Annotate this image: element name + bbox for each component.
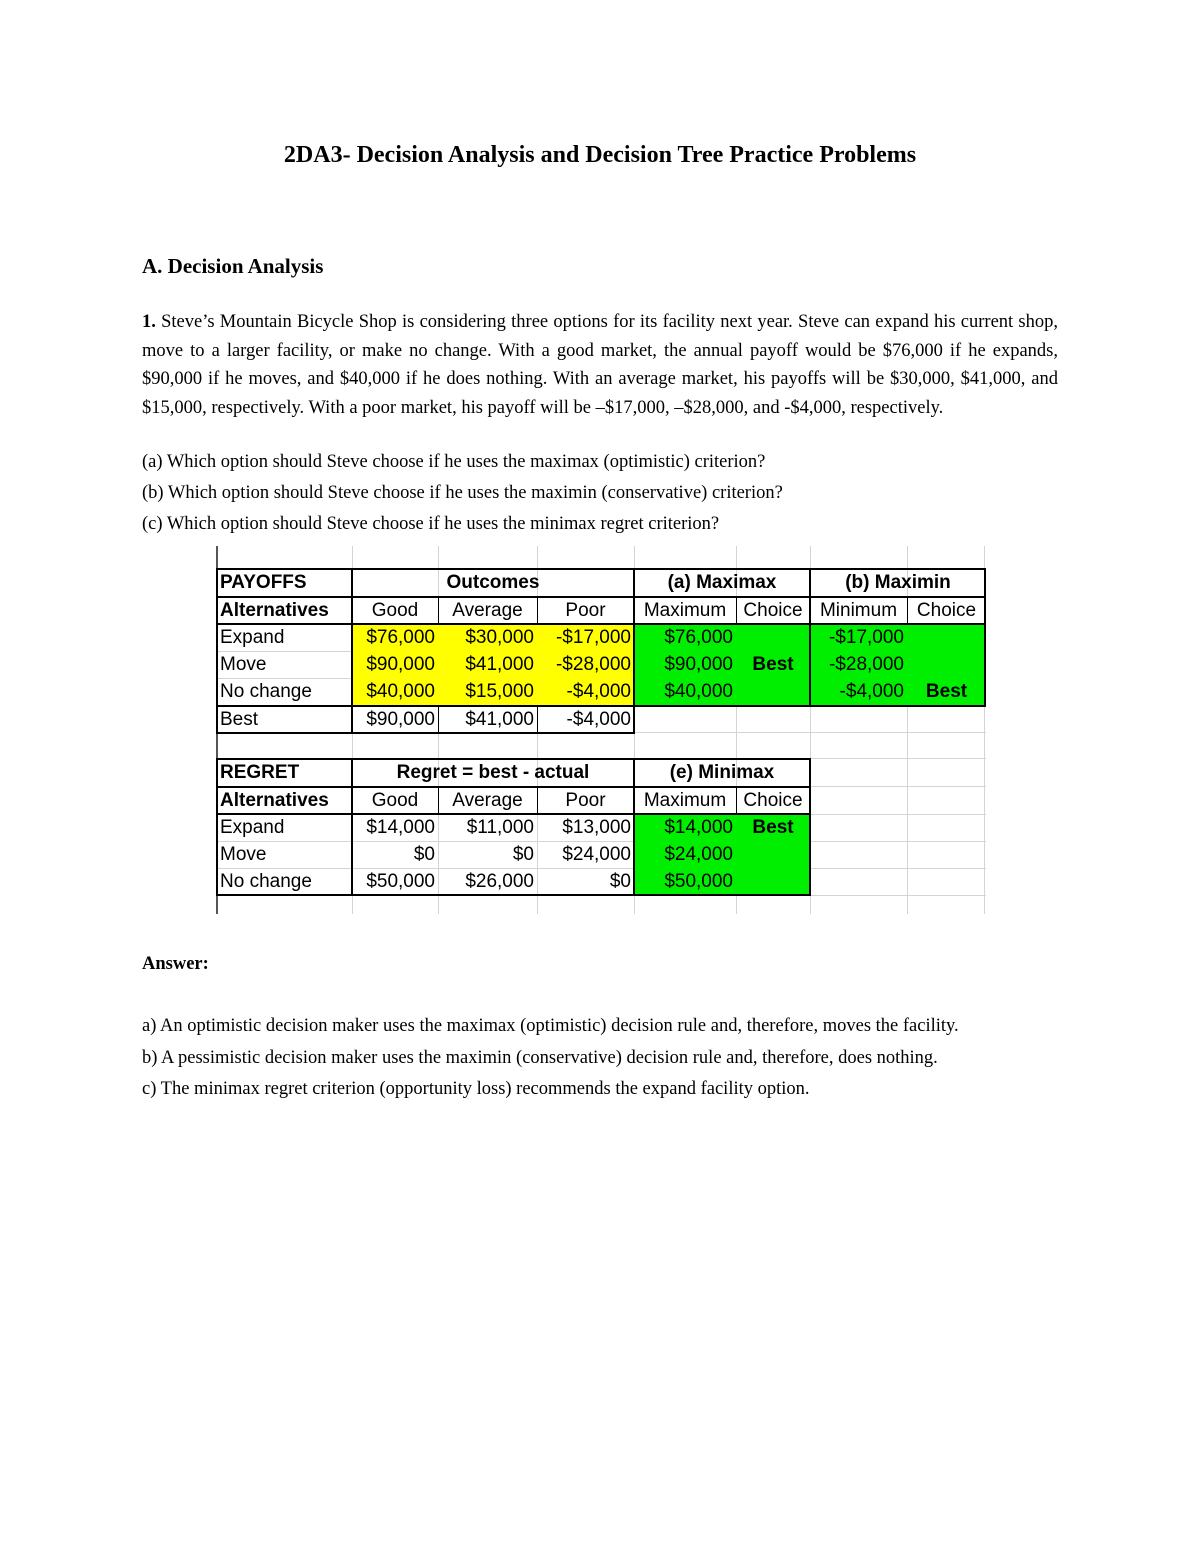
problem-text: Steve’s Mountain Bicycle Shop is considering three options for its facility next year. Steve can expand his current shop, move to a larger facility, or make no change. With a good market, the annual payoff would be $76,000 if he expands, $90,000 if he moves, and $40,000 if he does nothing. With an average market, his payoffs will be $30,000, $41,000, and $15,000, respectively. With a poor market, his payoff will be –$17,000, –$28,000, and -$4,000, respectively. — [142, 312, 1058, 418]
answer-b: b) A pessimistic decision maker uses the maximin (conservative) decision rule and, therefore, does nothing. — [142, 1047, 938, 1068]
best-row-label: Best — [220, 709, 259, 730]
payoffs-title: PAYOFFS — [220, 572, 307, 593]
col-poor: Poor — [565, 600, 606, 621]
table-cell: -$17,000 — [828, 627, 904, 648]
best-cell: $41,000 — [465, 709, 534, 730]
col-maximum: Maximum — [643, 600, 727, 621]
answers — [142, 1012, 1058, 1104]
table-row-label: Move — [220, 844, 267, 865]
table-cell: $40,000 — [366, 681, 435, 702]
choice-cell — [907, 624, 986, 651]
table-cell: $90,000 — [366, 654, 435, 675]
outcomes-header: Outcomes — [446, 572, 540, 593]
table-cell: $26,000 — [465, 871, 534, 892]
table-row-label: Expand — [220, 627, 285, 648]
section-title: A. Decision Analysis — [142, 254, 324, 278]
table-cell: $90,000 — [664, 654, 733, 675]
choice-cell — [736, 678, 810, 705]
table-row-label: Expand — [220, 817, 285, 838]
table-row-label: No change — [220, 871, 312, 892]
col-choice: Choice — [743, 600, 803, 621]
problem-statement — [142, 308, 1058, 422]
best-cell: $90,000 — [366, 709, 435, 730]
table-cell: $0 — [609, 871, 631, 892]
table-cell: $50,000 — [664, 871, 733, 892]
question-b: (b) Which option should Steve choose if he uses the maximin (conservative) criterion? — [142, 483, 783, 503]
col-poor: Poor — [565, 790, 606, 811]
table-cell: $41,000 — [465, 654, 534, 675]
col-good: Good — [371, 600, 419, 621]
table-cell: -$28,000 — [555, 654, 631, 675]
minimax-header: (e) Minimax — [669, 762, 775, 783]
table-row-label: Move — [220, 654, 267, 675]
table-cell: -$4,000 — [566, 681, 631, 702]
choice-cell — [736, 624, 810, 651]
decision-spreadsheet — [216, 546, 986, 914]
table-cell: -$17,000 — [555, 627, 631, 648]
col-choice-2: Choice — [916, 600, 977, 621]
answer-c: c) The minimax regret criterion (opportunity loss) recommends the expand facility option. — [142, 1079, 810, 1100]
best-cell: -$4,000 — [566, 709, 631, 730]
table-cell: $30,000 — [465, 627, 534, 648]
choice-cell — [907, 651, 986, 678]
table-cell: $24,000 — [664, 844, 733, 865]
regret-title: REGRET — [220, 762, 300, 783]
col-average: Average — [452, 790, 523, 811]
table-cell: $76,000 — [664, 627, 733, 648]
col-average: Average — [452, 600, 523, 621]
col-alternatives: Alternatives — [220, 790, 329, 811]
answer-label: Answer: — [142, 954, 209, 974]
regret-header: Regret = best - actual — [396, 762, 590, 783]
question-c: (c) Which option should Steve choose if he uses the minimax regret criterion? — [142, 514, 720, 534]
table-row-label: No change — [220, 681, 312, 702]
table-cell: $50,000 — [366, 871, 435, 892]
table-cell: $14,000 — [366, 817, 435, 838]
choice-cell — [736, 841, 810, 868]
table-cell: $13,000 — [562, 817, 631, 838]
table-cell: $11,000 — [466, 817, 534, 838]
table-cell: $40,000 — [664, 681, 733, 702]
choice-cell: Best — [752, 654, 794, 675]
choice-cell: Best — [752, 817, 794, 838]
maximax-header: (a) Maximax — [667, 572, 777, 593]
table-cell: $76,000 — [366, 627, 435, 648]
table-cell: $15,000 — [465, 681, 534, 702]
col-alternatives: Alternatives — [220, 600, 329, 621]
table-cell: -$28,000 — [828, 654, 904, 675]
table-cell: $14,000 — [664, 817, 733, 838]
table-cell: -$4,000 — [839, 681, 904, 702]
table-cell: $0 — [413, 844, 435, 865]
answer-a: a) An optimistic decision maker uses the maximax (optimistic) decision rule and, therefore, moves the facility. — [142, 1016, 959, 1036]
col-choice: Choice — [743, 790, 803, 811]
col-maximum: Maximum — [643, 790, 727, 811]
col-good: Good — [371, 790, 419, 811]
question-a: (a) Which option should Steve choose if he uses the maximax (optimistic) criterion? — [142, 452, 766, 472]
choice-cell — [736, 868, 810, 895]
maximin-header: (b) Maximin — [845, 572, 951, 593]
table-cell: $0 — [512, 844, 534, 865]
col-minimum: Minimum — [819, 600, 898, 621]
table-cell: $24,000 — [562, 844, 631, 865]
page-title: 2DA3- Decision Analysis and Decision Tree Practice Problems — [283, 142, 917, 168]
problem-number: 1. — [142, 312, 156, 332]
choice-cell: Best — [925, 681, 968, 702]
